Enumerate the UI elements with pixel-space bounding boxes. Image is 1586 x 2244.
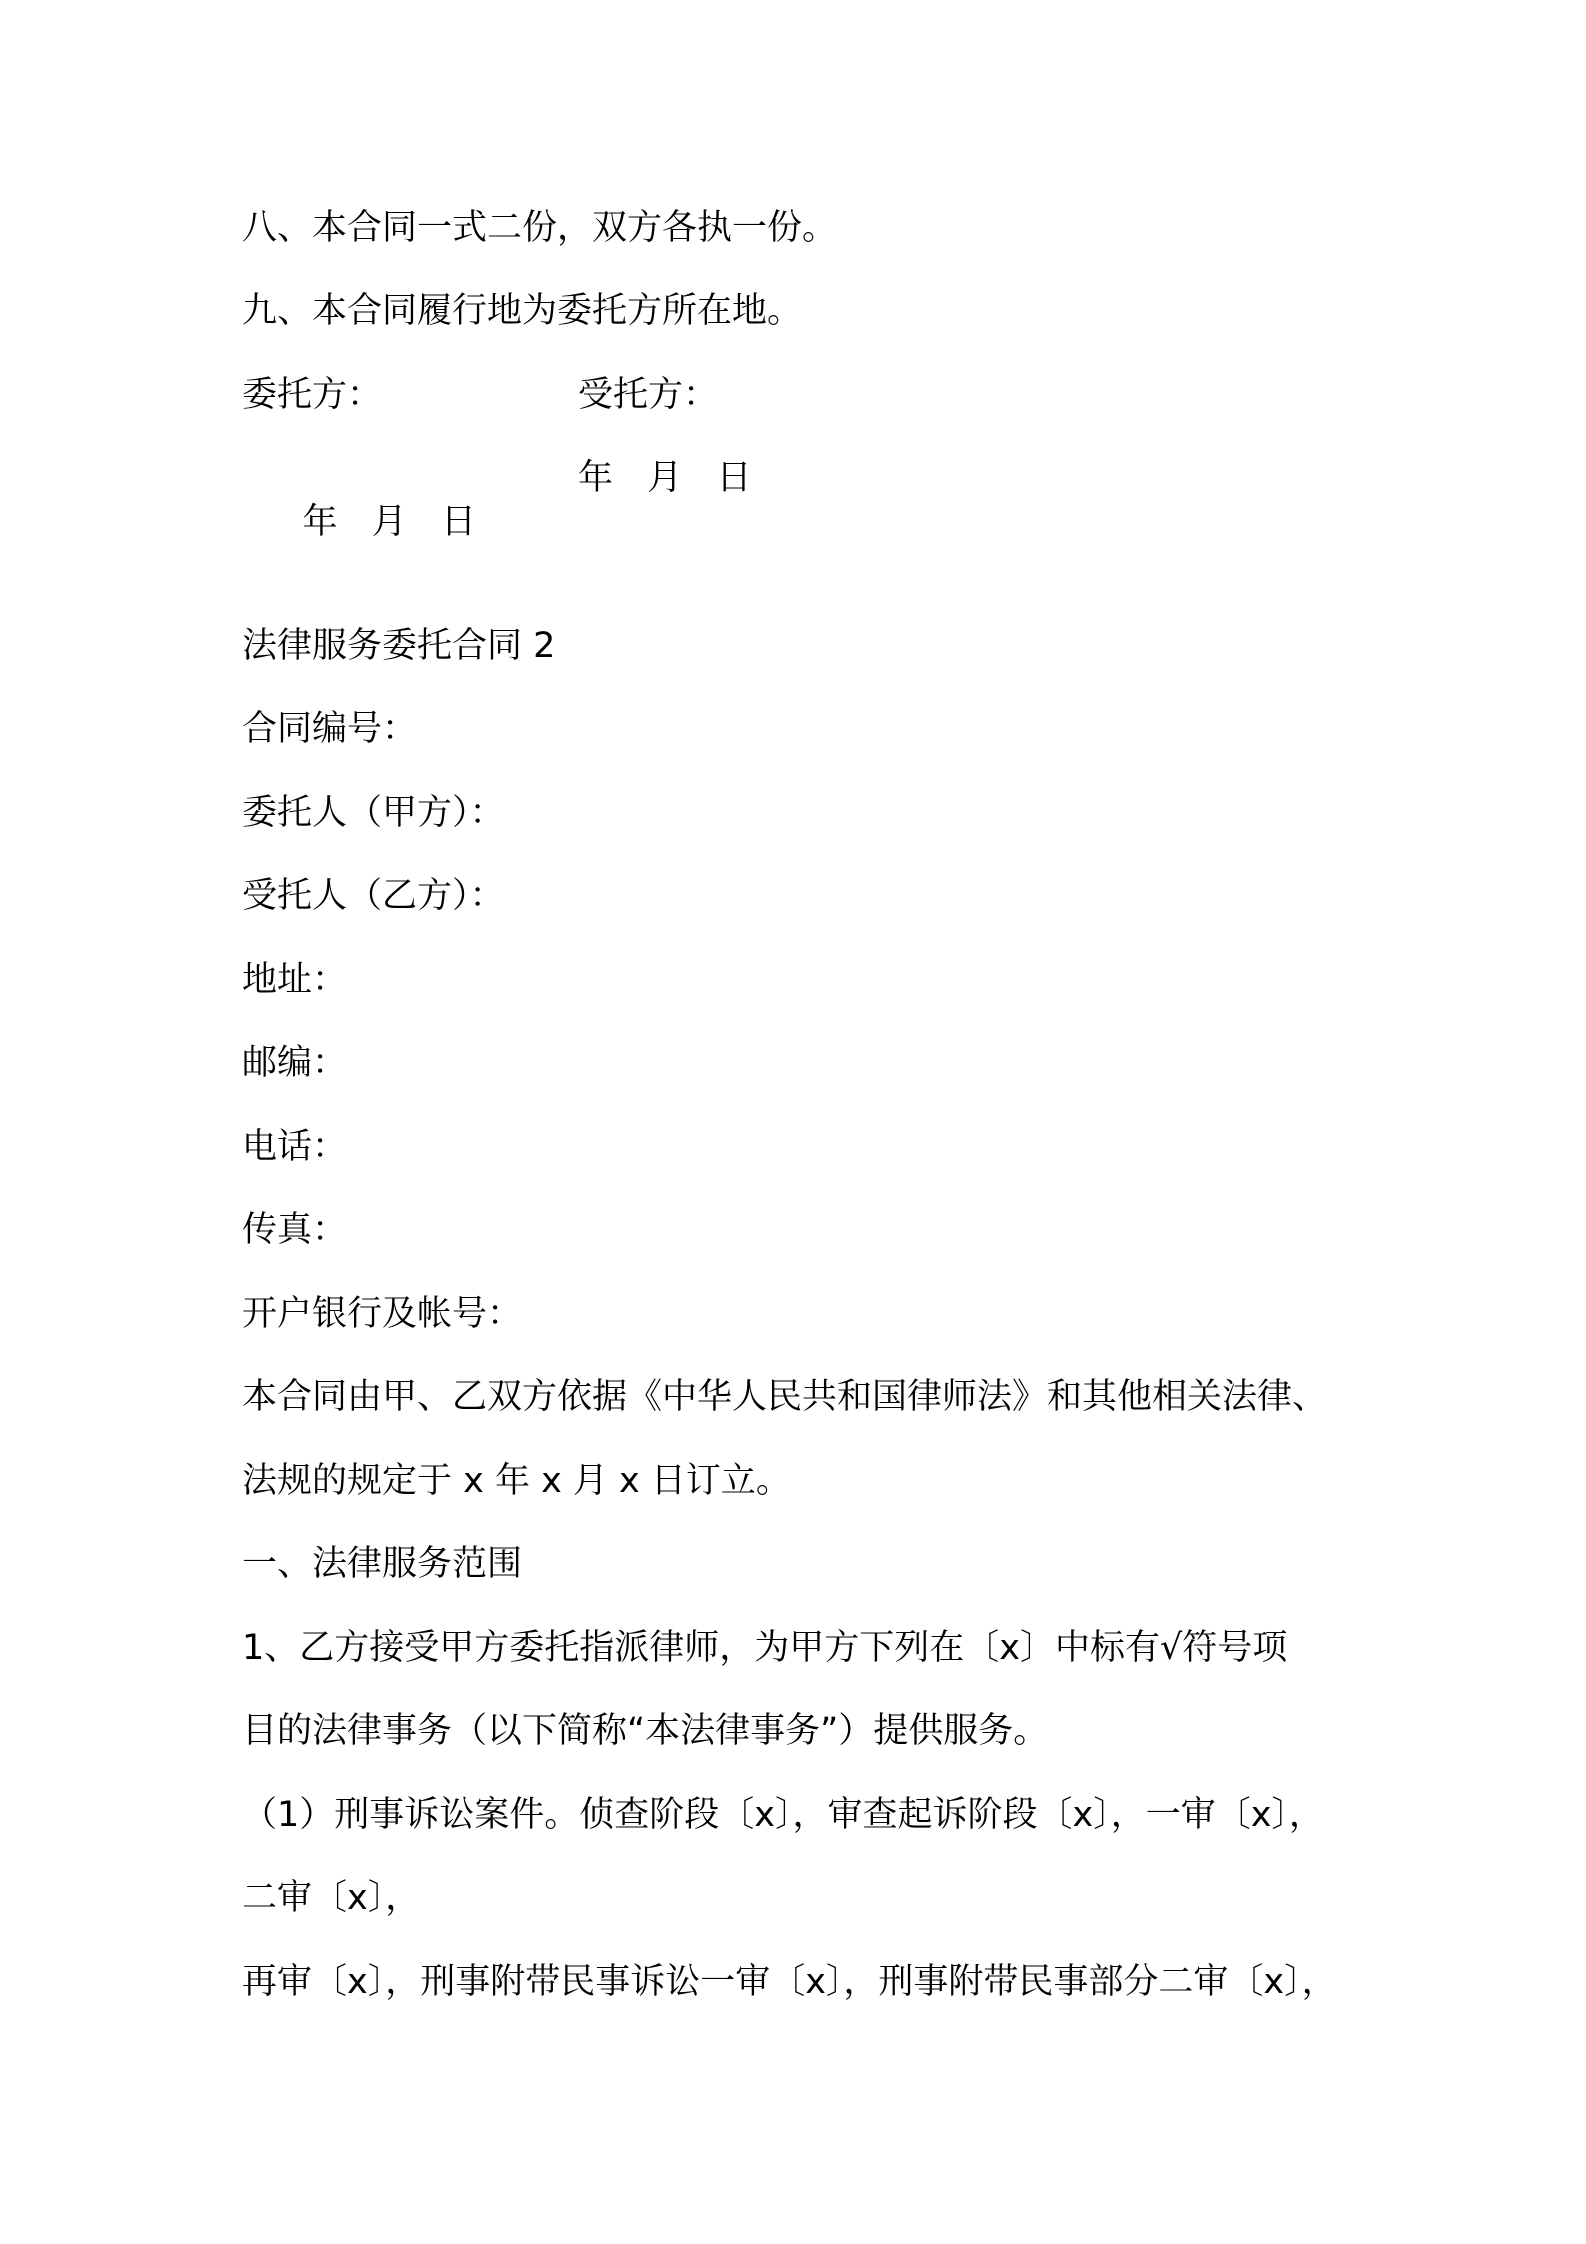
bank-account-label: 开户银行及帐号： [242, 1294, 523, 1334]
agent-signature-label: 受托方： [578, 375, 719, 415]
section-1-title: 一、法律服务范围 [242, 1544, 523, 1584]
item-1-line-2: 目的法律事务（以下简称“本法律事务”）提供服务。 [242, 1711, 1049, 1751]
signature-dates-row [242, 456, 756, 632]
signature-labels-row [242, 373, 719, 417]
clause-8: 八、本合同一式二份，双方各执一份。 [242, 208, 838, 248]
sub-item-1-line-3: 再审〔x〕，刑事附带民事诉讼一审〔x〕，刑事附带民事部分二审〔x〕， [242, 1962, 1337, 2002]
agent-signature-date: 年 月 日 [578, 458, 756, 498]
address-label: 地址： [242, 960, 348, 1000]
sub-item-1-line-2: 二审〔x〕， [242, 1878, 421, 1918]
intro-line-2: 法规的规定于 x 年 x 月 x 日订立。 [242, 1461, 791, 1501]
client-signature-label: 委托方： [242, 375, 383, 415]
client-signature-date: 年 月 日 [302, 502, 481, 542]
client-party-label: 委托人（甲方）： [242, 793, 505, 833]
contract-title: 法律服务委托合同 2 [242, 626, 556, 666]
contract-number-label: 合同编号： [242, 709, 418, 749]
intro-line-1: 本合同由甲、乙双方依据《中华人民共和国律师法》和其他相关法律、 [242, 1377, 1328, 1417]
clause-9: 九、本合同履行地为委托方所在地。 [242, 291, 803, 331]
postcode-label: 邮编： [242, 1043, 348, 1083]
sub-item-1-line-1: （1）刑事诉讼案件。侦查阶段〔x〕，审查起诉阶段〔x〕，一审〔x〕， [242, 1795, 1324, 1835]
fax-label: 传真： [242, 1210, 348, 1250]
item-1-line-1: 1、乙方接受甲方委托指派律师，为甲方下列在〔x〕中标有√符号项 [242, 1628, 1288, 1668]
phone-label: 电话： [242, 1127, 348, 1167]
agent-party-label: 受托人（乙方）： [242, 876, 505, 916]
